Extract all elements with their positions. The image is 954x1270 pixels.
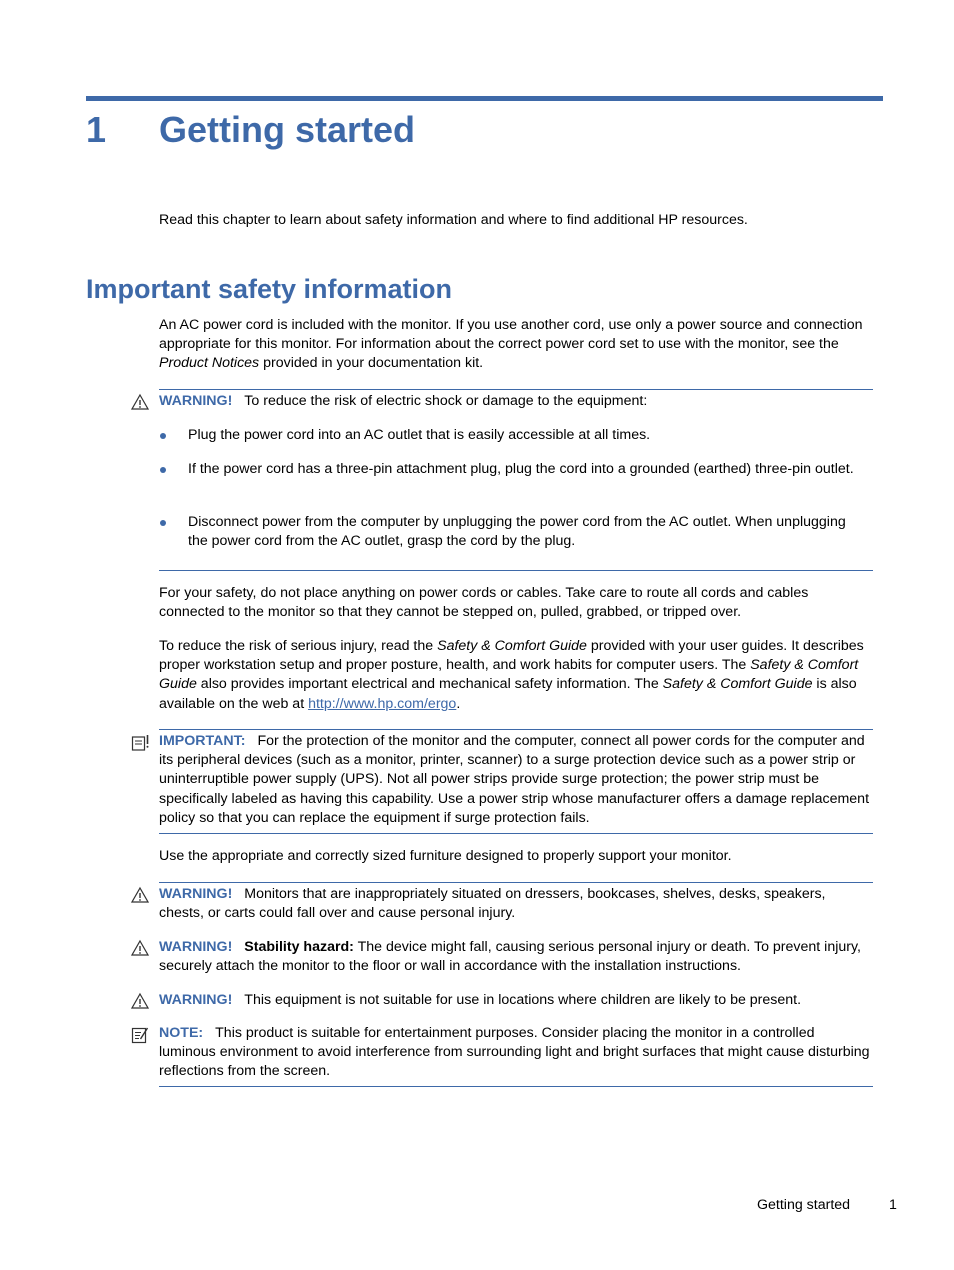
warning-notice: WARNING! To reduce the risk of electric shock or damage to the equipment: (159, 393, 648, 409)
chapter-number: 1 (86, 109, 107, 150)
warning-label: WARNING! (159, 939, 233, 955)
chapter-title: Getting started (159, 109, 416, 150)
section-title: Important safety information (86, 274, 453, 304)
page-number: 1 (889, 1197, 897, 1213)
warning-notice: WARNING! Monitors that are inappropriately situated on dressers, bookcases, shelves, desks, speakers, chests, or carts could fall over and cause personal injury. (159, 886, 826, 922)
safety-guide-paragraph: To reduce the risk of serious injury, read the Safety & Comfort Guide provided with your user guides. It describes proper workstation setup and proper posture, health, and work habits for computer users. The Safety & Comfort Guide also provides important electrical and mechanical safety information. The Safety & Comfort Guide is also available on the web at http://www.hp.com/ergo. (159, 638, 864, 712)
cord-safety-paragraph: For your safety, do not place anything on power cords or cables. Take care to route all cords and cables connected to the monitor so that they cannot be stepped on, pulled, grabbed, or tripped over. (159, 585, 809, 621)
important-bottom-rule (159, 833, 873, 834)
warning-icon (131, 992, 149, 1010)
important-top-rule (159, 729, 873, 730)
warning-notice: WARNING! This equipment is not suitable for use in locations where children are likely to be present. (159, 992, 802, 1008)
bullet-dot (160, 433, 166, 439)
furniture-paragraph: Use the appropriate and correctly sized furniture designed to properly support your monitor. (159, 848, 732, 864)
warning-label: WARNING! (159, 393, 233, 409)
intro-text: Read this chapter to learn about safety information and where to find additional HP resources. (159, 212, 748, 228)
warning-bullet: Disconnect power from the computer by unplugging the power cord from the AC outlet. When unplugging the power cord from the AC outlet, grasp the cord by the plug. (188, 514, 846, 550)
important-label: IMPORTANT: (159, 733, 246, 749)
warning-label: WARNING! (159, 992, 233, 1008)
warning-icon (131, 886, 149, 904)
note-icon (131, 1026, 149, 1044)
warning-group-top-rule (159, 882, 873, 883)
chapter-top-rule (86, 96, 883, 101)
ergo-link[interactable]: http://www.hp.com/ergo (308, 695, 457, 712)
warning-notice: WARNING! Stability hazard: The device might fall, causing serious personal injury or death. To prevent injury, securely attach the monitor to the floor or wall in accordance with the installation instructions. (159, 939, 861, 975)
warning-icon (131, 393, 149, 411)
bullet-dot (160, 467, 166, 473)
note-label: NOTE: (159, 1025, 204, 1041)
important-icon (131, 734, 149, 752)
warning-top-rule (159, 389, 873, 390)
warning-label: WARNING! (159, 886, 233, 902)
important-notice: IMPORTANT: For the protection of the monitor and the computer, connect all power cords for the computer and its peripheral devices (such as a monitor, printer, scanner) to a surge protection device such as a power strip or uninterruptible power supply (UPS). Not all power strips provide surge protection; the power strip must be specifically labeled as having this capability. Use a power strip whose manufacturer offers a damage replacement policy so that you can replace the equipment if surge protection fails. (159, 733, 870, 826)
warning-bullet: Plug the power cord into an AC outlet that is easily accessible at all times. (188, 427, 651, 443)
power-cord-paragraph: An AC power cord is included with the monitor. If you use another cord, use only a power source and connection appropriate for this monitor. For information about the correct power cord set to use with the monitor, see the Product Notices provided in your documentation kit. (159, 317, 863, 372)
note-bottom-rule (159, 1086, 873, 1087)
warning-bullet: If the power cord has a three-pin attachment plug, plug the cord into a grounded (earthed) three-pin outlet. (188, 461, 854, 477)
note-notice: NOTE: This product is suitable for entertainment purposes. Consider placing the monitor in a controlled luminous environment to avoid interference from surrounding light and bright surfaces that might cause disturbing reflections from the screen. (159, 1025, 870, 1080)
warning-icon (131, 939, 149, 957)
footer-title: Getting started (757, 1197, 851, 1213)
bullet-dot (160, 520, 166, 526)
warning-bottom-rule (159, 570, 873, 571)
